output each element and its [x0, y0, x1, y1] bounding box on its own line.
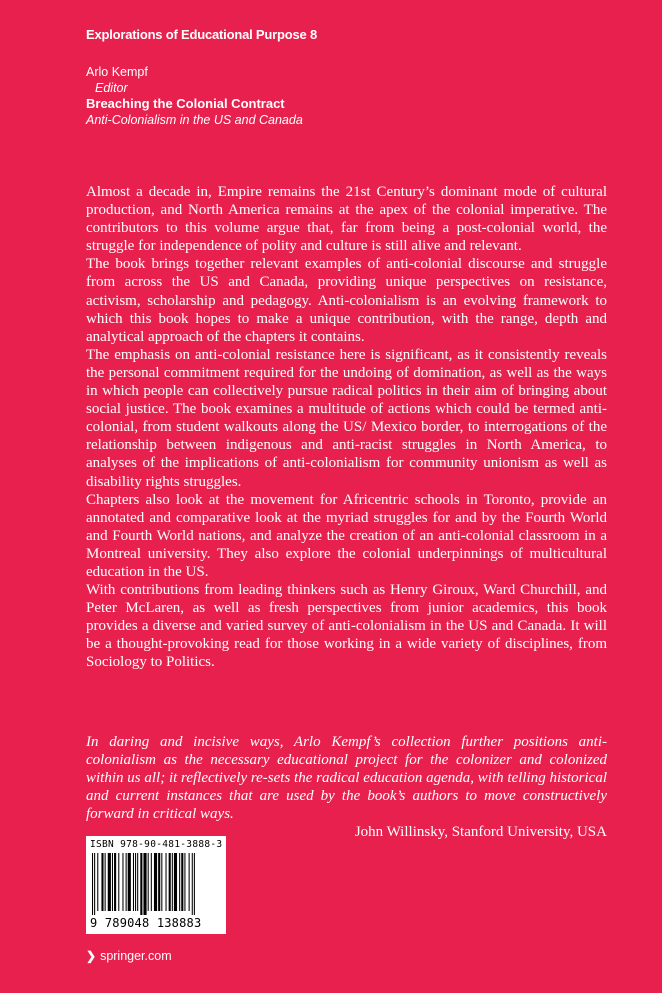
- barcode-stripe: [135, 853, 136, 911]
- barcode-stripe: [158, 853, 160, 911]
- barcode-stripe: [179, 853, 180, 911]
- endorsement-quote: In daring and incisive ways, Arlo Kempf’s collection further positions anti-colonialism as the necessary educational project for the colonizer and colonized within us all; it reflectively re-sets the radical education agenda, with telling historical and current instances that are used by the book’s authors to move constructively forward in critical ways.: [86, 734, 607, 823]
- barcode-stripe: [133, 853, 134, 911]
- barcode-number: 9 789048 138883: [90, 916, 202, 930]
- barcode-stripe: [128, 853, 131, 911]
- blurb: [86, 183, 607, 672]
- barcode-stripe: [112, 853, 113, 911]
- barcode-stripe: [154, 853, 157, 911]
- barcode-stripe: [122, 853, 123, 911]
- barcode-stripe: [108, 853, 111, 911]
- blurb-paragraph: Almost a decade in, Empire remains the 21st Century’s dominant mode of cultural production, and North America remains at the apex of the colonial imperative. The contributors to this volume argue that, far from being a post-colonial world, the struggle for independence of polity and culture is still alive and relevant.: [86, 184, 607, 255]
- endorsement-attribution: John Willinsky, Stanford University, USA: [354, 824, 607, 841]
- isbn-barcode: [86, 836, 226, 934]
- barcode-stripe: [97, 853, 98, 911]
- series-title: Explorations of Educational Purpose 8: [86, 27, 317, 42]
- barcode-stripe: [101, 853, 103, 911]
- barcode-graphic: [92, 853, 220, 915]
- barcode-stripe: [184, 853, 185, 911]
- isbn-label: ISBN 978-90-481-3888-3: [90, 839, 223, 850]
- blurb-paragraph: With contributions from leading thinkers such as Henry Giroux, Ward Churchill, and Peter McLaren, as well as fresh perspectives from junior academics, this book provides a diverse and varied survey of anti-colonialism in the US and Canada. It will be a thought-provoking read for those working in a wide variety of disciplines, from Sociology to Politics.: [86, 582, 607, 671]
- barcode-stripe: [161, 853, 162, 911]
- barcode-stripe: [137, 853, 138, 911]
- barcode-stripe: [174, 853, 177, 911]
- editor-label: Editor: [95, 81, 128, 95]
- barcode-stripe: [194, 853, 195, 915]
- barcode-stripe: [92, 853, 93, 915]
- barcode-stripe: [118, 853, 119, 911]
- blurb-paragraph: Chapters also look at the movement for Africentric schools in Toronto, provide an annotated and comparative look at the myriad struggles for and by the Fourth World and Fourth World nations, and analyze the creation of an anti-colonial classroom in a Montreal university. They also explore the colonial underpinnings of multicultural education in the US.: [86, 491, 607, 580]
- barcode-stripe: [166, 853, 167, 911]
- publisher-link[interactable]: [86, 949, 172, 963]
- barcode-stripe: [140, 853, 142, 915]
- barcode-stripe: [181, 853, 183, 911]
- chevron-right-icon: ❯: [86, 949, 97, 963]
- barcode-stripe: [114, 853, 116, 911]
- barcode-stripe: [189, 853, 190, 911]
- book-subtitle: Anti-Colonialism in the US and Canada: [86, 113, 303, 127]
- blurb-paragraph: The book brings together relevant examples of anti-colonial discourse and struggle from across the US and Canada, providing unique perspectives on resistance, activism, scholarship and pedagogy. Anti-colonialism is an evolving framework to which this book hopes to make a unique contribution, with the range, depth and analytical approach of the chapters it contains.: [86, 256, 607, 345]
- book-meta: [86, 64, 303, 128]
- barcode-stripe: [169, 853, 171, 911]
- editor-name: Arlo Kempf: [86, 65, 148, 79]
- publisher-link-label: springer.com: [100, 949, 172, 963]
- blurb-paragraph: The emphasis on anti-colonial resistance here is significant, as it consistently reveals the personal commitment required for the undoing of domination, as well as the ways in which people can collectively pursue radical politics in their aim of bringing about social justice. The book examines a multitude of actions which could be termed anti-colonial, from student walkouts along the US/ Mexico border, to interrogations of the relationship between indigenous and anti-racist struggles in North America, to analyses of the implications of anti-colonialism for community unionism as well as disability rights struggles.: [86, 346, 607, 490]
- barcode-stripe: [151, 853, 152, 911]
- barcode-stripe: [126, 853, 127, 911]
- barcode-stripe: [172, 853, 173, 911]
- endorsement: [86, 733, 607, 842]
- barcode-stripe: [192, 853, 193, 915]
- barcode-stripe: [148, 853, 149, 911]
- barcode-stripe: [94, 853, 95, 915]
- book-title: Breaching the Colonial Contract: [86, 96, 285, 111]
- barcode-stripe: [105, 853, 106, 911]
- barcode-stripe: [143, 853, 146, 915]
